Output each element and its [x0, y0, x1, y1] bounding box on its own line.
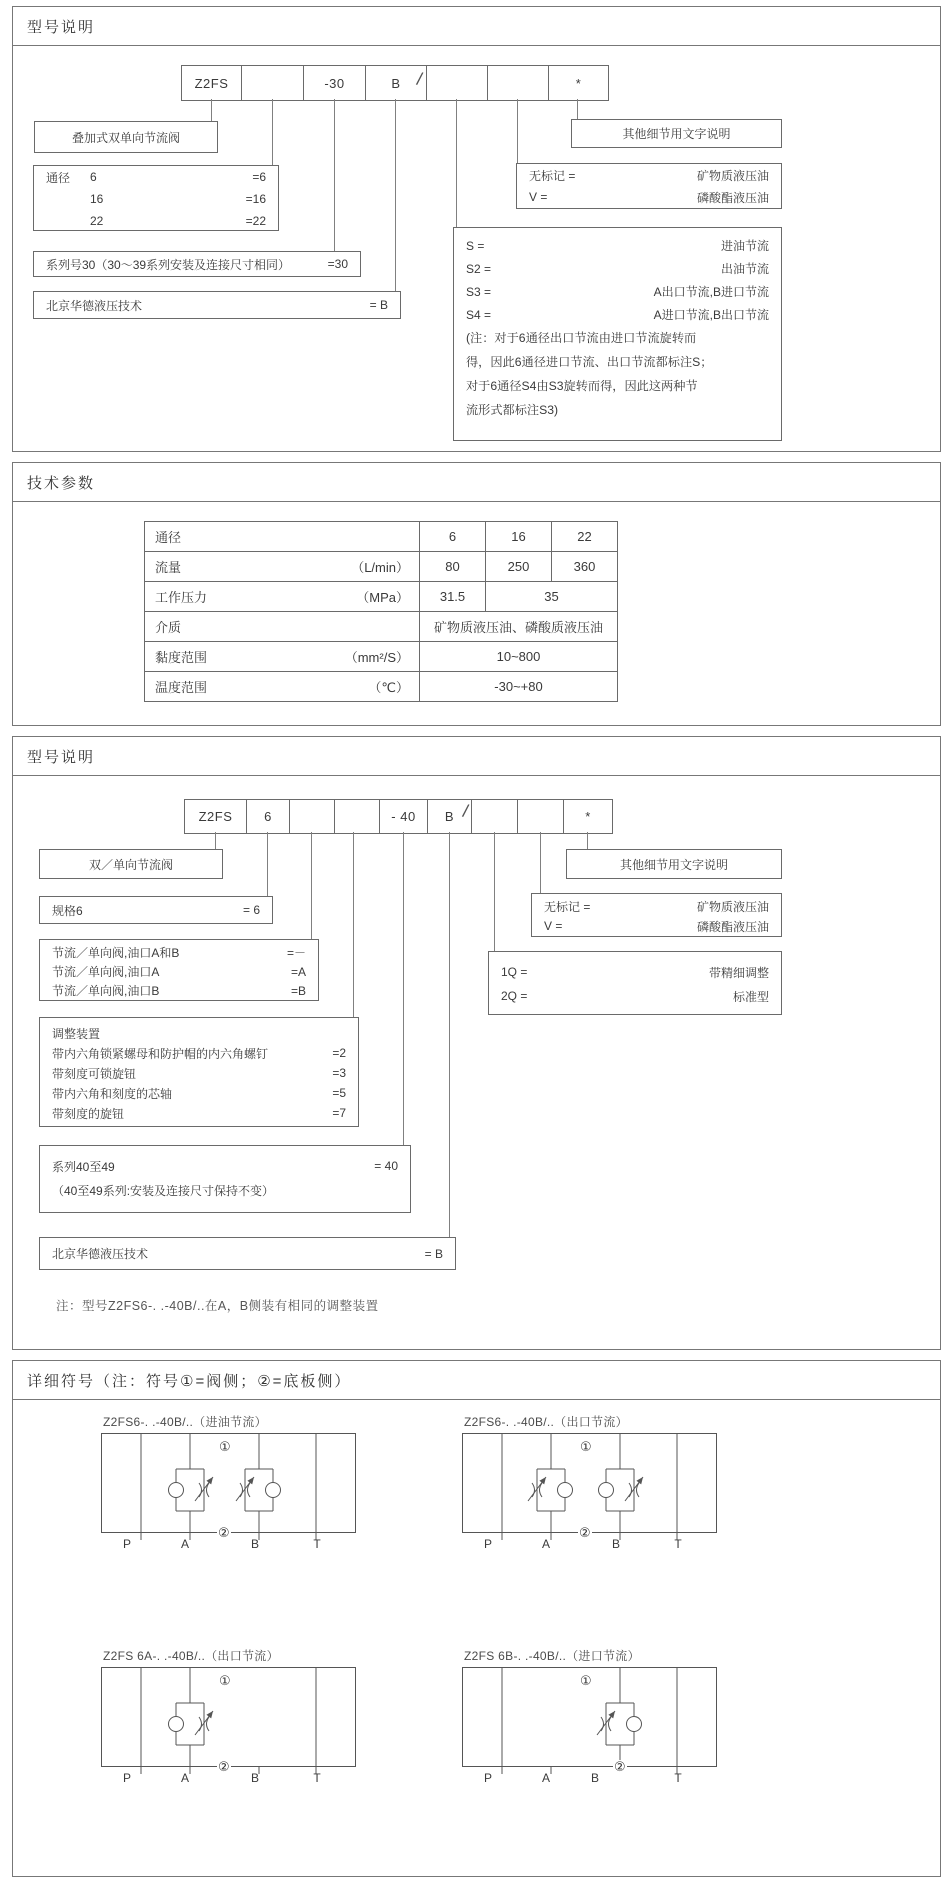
spec-box [39, 896, 273, 924]
valve-side-mark: ① [219, 1439, 231, 1454]
model-code-slash: / [461, 800, 471, 822]
spec-table [144, 521, 618, 702]
throttle-note-line: 流形式都标注S3) [466, 403, 559, 417]
model-code-slash: / [415, 68, 425, 90]
connector-line [215, 832, 216, 849]
size-code: =16 [245, 192, 266, 206]
throttle-note-line: (注：对于6通径出口节流由进口节流旋转而 [466, 331, 697, 345]
brand-code: = B [369, 298, 388, 312]
plate-side-mark: ② [614, 1759, 626, 1774]
section-model-designation-2 [12, 736, 941, 1350]
port-label-b: B [250, 1771, 259, 1785]
throttle-note-line: 对于6通径S4由S3旋转而得，因此这两种节 [466, 379, 698, 393]
spec-code: = 6 [242, 903, 260, 917]
section4-title: 详细符号（注：符号①=阀侧；②=底板侧） [27, 1372, 352, 1390]
param-value: -30~+80 [420, 672, 618, 702]
diagram1-label: Z2FS6-. .-40B/..（进油节流） [103, 1415, 267, 1429]
connector-line [334, 99, 335, 251]
model-cell: Z2FS [185, 800, 247, 833]
adjust-code: =5 [332, 1086, 346, 1100]
port-label-a: A [541, 1537, 550, 1551]
adjust-option: 带内六角锁紧螺母和防护帽的内六角螺钉 [52, 1046, 269, 1061]
connector-line [517, 99, 518, 163]
port-option: 节流／单向阀,油口B [52, 984, 160, 998]
model-cell [242, 66, 304, 100]
model-cell [335, 800, 380, 833]
connector-line [395, 99, 396, 291]
model-footnote: 注：型号Z2FS6-. .-40B/..在A，B侧装有相同的调整装置 [56, 1299, 379, 1313]
throttle-label: A出口节流,B进口节流 [653, 285, 769, 299]
section2-title: 技术参数 [27, 474, 96, 492]
port-option: 节流／单向阀,油口A [52, 965, 160, 979]
fluid-label: 磷酸酯液压油 [696, 919, 769, 934]
param-value: 250 [486, 552, 552, 582]
model-cell [488, 66, 549, 100]
model-cell: B [428, 800, 472, 833]
series-label: 系列号30（30～39系列安装及连接尺寸相同） [46, 257, 291, 272]
param-unit: （MPa） [356, 590, 409, 605]
model-cell [290, 800, 335, 833]
throttle-code: S3 = [466, 284, 492, 299]
diagram4-label: Z2FS 6B-. .-40B/..（进口节流） [464, 1649, 640, 1663]
param-value: 31.5 [420, 582, 486, 612]
port-label-p: P [122, 1537, 131, 1551]
fluid-box [516, 163, 782, 209]
section-technical-parameters [12, 462, 941, 726]
connector-line [211, 99, 212, 121]
stack-valve-label: 叠加式双单向节流阀 [71, 130, 180, 145]
connector-line [267, 832, 268, 896]
brand-box [33, 291, 401, 319]
port-label-p: P [122, 1771, 131, 1785]
section-model-designation-1 [12, 6, 941, 452]
other-details-box [571, 119, 782, 148]
throttle-label: A进口节流,B出口节流 [653, 308, 769, 322]
param-label: 介质 [155, 620, 182, 635]
table-row [145, 582, 618, 612]
model-cell: -30 [304, 66, 366, 100]
fluid-box [531, 893, 782, 937]
fluid-code: V = [529, 190, 548, 204]
connector-line [272, 99, 273, 165]
fluid-label: 矿物质液压油 [696, 899, 769, 914]
param-value: 80 [420, 552, 486, 582]
param-value: 6 [420, 522, 486, 552]
fluid-label: 矿物质液压油 [696, 168, 769, 183]
q-code: 1Q = [501, 965, 528, 979]
connector-line [577, 99, 578, 119]
connector-line [311, 832, 312, 939]
connector-line [456, 99, 457, 227]
param-unit: （L/min） [351, 560, 409, 575]
model-cell: B [366, 66, 427, 100]
section3-title: 型号说明 [27, 748, 96, 766]
size-option: 6 [90, 170, 97, 184]
size-code: =22 [245, 214, 266, 228]
valve-type-box [39, 849, 223, 879]
diagram2-label: Z2FS6-. .-40B/..（出口节流） [464, 1415, 628, 1429]
valve-side-mark: ① [580, 1439, 592, 1454]
fluid-label: 磷酸酯液压油 [696, 190, 769, 205]
diagram3-label: Z2FS 6A-. .-40B/..（出口节流） [103, 1649, 279, 1663]
check-valve-icon [627, 1717, 642, 1732]
plate-side-mark: ② [579, 1525, 591, 1540]
section1-title: 型号说明 [27, 18, 96, 36]
param-label: 温度范围 [155, 680, 208, 695]
port-option: 节流／单向阀,油口A和B [52, 946, 180, 960]
throttle-label: 进油节流 [720, 239, 769, 253]
adjust-device-header: 调整装置 [52, 1026, 101, 1041]
port-label-t: T [674, 1537, 682, 1551]
adjust-option: 带刻度的旋钮 [52, 1106, 125, 1121]
series-code: =30 [327, 257, 348, 271]
table-row [145, 612, 618, 642]
check-valve-icon [169, 1483, 281, 1498]
hydraulic-symbol-diagram-2 [462, 1433, 717, 1563]
adjustable-throttle-icon [528, 1477, 643, 1501]
port-code: =A [290, 964, 306, 979]
port-label-b: B [590, 1771, 599, 1785]
brand-label: 北京华德液压技术 [52, 1247, 149, 1261]
stack-valve-label-box [34, 121, 218, 153]
series-code: = 40 [374, 1159, 398, 1173]
port-label-b: B [611, 1537, 620, 1551]
param-value: 矿物质液压油、磷酸质液压油 [420, 612, 618, 642]
other-details-label: 其他细节用文字说明 [622, 127, 731, 141]
adjust-code: =2 [332, 1046, 346, 1060]
model-cell [472, 800, 518, 833]
param-label: 通径 [155, 530, 182, 545]
size-label: 通径 [46, 170, 71, 185]
connector-line [494, 832, 495, 951]
param-value: 16 [486, 522, 552, 552]
port-label-a: A [180, 1771, 189, 1785]
valve-side-mark: ① [580, 1673, 592, 1688]
throttle-note-line: 得，因此6通径进口节流、出口节流都标注S； [466, 355, 713, 369]
hydraulic-symbol-diagram-1 [101, 1433, 356, 1563]
other-details-label: 其他细节用文字说明 [619, 857, 728, 872]
size-code: =6 [252, 170, 266, 184]
adjust-option: 带内六角和刻度的芯轴 [52, 1086, 173, 1101]
param-label: 黏度范围 [155, 650, 208, 665]
spec-label: 规格6 [52, 903, 83, 918]
valve-type-label: 双／单向节流阀 [88, 857, 173, 872]
section3-header [13, 737, 940, 776]
brand-code: = B [424, 1246, 443, 1261]
port-label-p: P [483, 1537, 492, 1551]
port-option-box [39, 939, 319, 1001]
other-details-box [566, 849, 782, 879]
throttle-label: 出油节流 [720, 262, 769, 276]
port-label-p: P [483, 1771, 492, 1785]
connector-line [540, 832, 541, 893]
model-code-row-2 [184, 799, 613, 834]
param-label: 流量 [155, 560, 182, 575]
table-row [145, 672, 618, 702]
port-label-b: B [250, 1537, 259, 1551]
section4-header [13, 1361, 940, 1400]
throttle-code: S4 = [466, 307, 492, 322]
adjust-device-box [39, 1017, 359, 1127]
model-cell [518, 800, 564, 833]
fluid-code: 无标记 = [544, 899, 591, 914]
port-label-a: A [541, 1771, 550, 1785]
param-value: 35 [486, 582, 618, 612]
valve-side-mark: ① [219, 1673, 231, 1688]
plate-side-mark: ② [218, 1759, 230, 1774]
adjust-code: =3 [332, 1066, 346, 1080]
param-unit: （mm²/S） [344, 650, 409, 665]
section2-header [13, 463, 940, 502]
model-cell: Z2FS [182, 66, 242, 100]
fluid-code: V = [544, 919, 563, 933]
size-option: 22 [90, 214, 104, 228]
adjust-code: =7 [332, 1106, 346, 1120]
size-option: 16 [90, 192, 104, 206]
fluid-code: 无标记 = [529, 168, 576, 183]
brand-label: 北京华德液压技术 [46, 298, 143, 313]
model-cell: * [575, 75, 582, 91]
port-label-a: A [180, 1537, 189, 1551]
plate-side-mark: ② [218, 1525, 230, 1540]
brand-box [39, 1237, 456, 1270]
param-value: 10~800 [420, 642, 618, 672]
series-40-box [39, 1145, 411, 1213]
connector-line [587, 832, 588, 849]
model-cell: * [585, 809, 591, 824]
table-row [145, 642, 618, 672]
section1-header [13, 7, 940, 46]
table-row [145, 522, 618, 552]
adjust-option: 带刻度可锁旋钮 [52, 1066, 137, 1081]
param-unit: （℃） [368, 680, 409, 695]
series-box [33, 251, 361, 277]
model-cell: - 40 [380, 800, 428, 833]
check-valve-icon [558, 1483, 614, 1498]
q-label: 带精细调整 [708, 965, 769, 980]
section-detailed-symbols [12, 1360, 941, 1877]
param-value: 360 [552, 552, 618, 582]
hydraulic-symbol-diagram-4 [462, 1667, 717, 1797]
q-code: 2Q = [501, 989, 528, 1003]
model-cell [427, 66, 488, 100]
q-label: 标准型 [732, 989, 769, 1004]
q-option-box [488, 951, 782, 1015]
port-label-t: T [313, 1771, 321, 1785]
model-code-row-1 [181, 65, 609, 101]
connector-line [449, 832, 450, 1237]
throttle-code: S = [466, 238, 485, 253]
param-label: 工作压力 [155, 590, 208, 605]
series-label: 系列40至49 [52, 1159, 115, 1174]
param-value: 22 [552, 522, 618, 552]
check-valve-icon [169, 1717, 184, 1732]
connector-line [403, 832, 404, 1145]
table-row [145, 552, 618, 582]
port-code: =－ [286, 946, 306, 960]
size-box [33, 165, 279, 231]
port-label-t: T [674, 1771, 682, 1785]
port-label-t: T [313, 1537, 321, 1551]
hydraulic-symbol-diagram-3 [101, 1667, 356, 1797]
model-cell: 6 [247, 800, 290, 833]
port-code: =B [290, 983, 306, 998]
series-note: （40至49系列:安装及连接尺寸保持不变） [52, 1183, 275, 1198]
throttle-form-box [453, 227, 782, 441]
connector-line [353, 832, 354, 1017]
throttle-code: S2 = [466, 261, 492, 276]
